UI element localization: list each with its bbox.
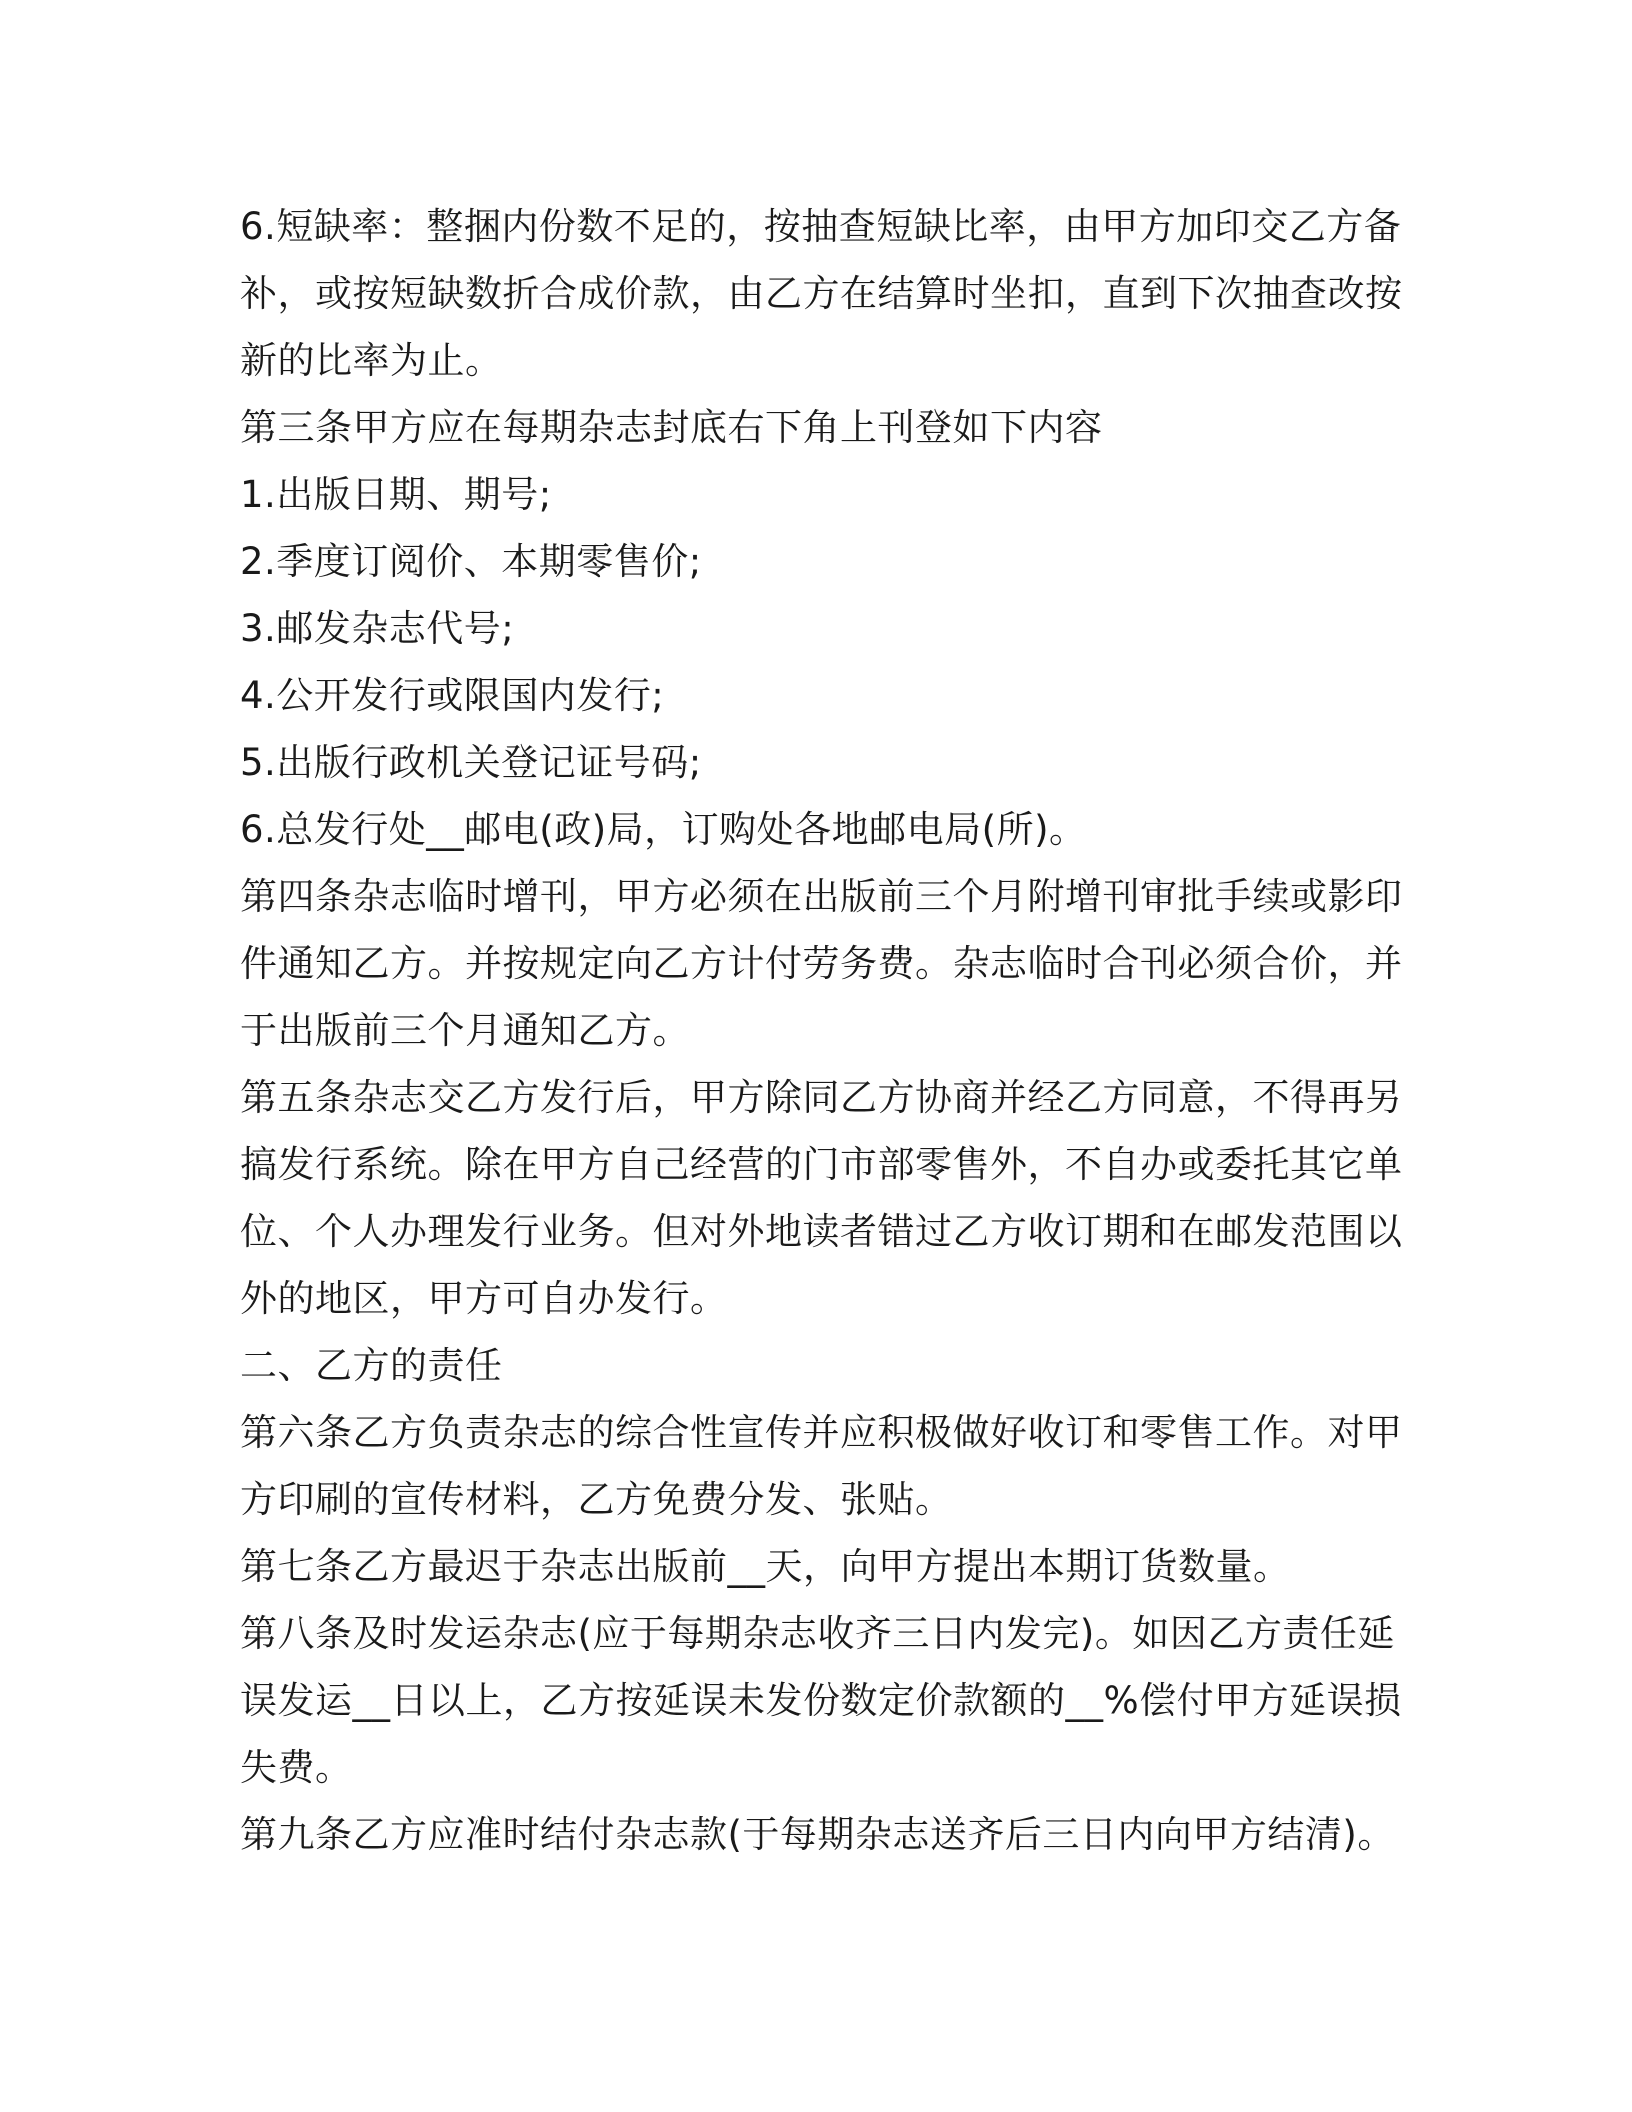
list-item: 2.季度订阅价、本期零售价; [240,540,702,583]
section-heading: 二、乙方的责任 [240,1344,503,1387]
article-9: 第九条乙方应准时结付杂志款(于每期杂志送齐后三日内向甲方结清)。 [240,1813,1395,1856]
article-7: 第七条乙方最迟于杂志出版前__天，向甲方提出本期订货数量。 [240,1545,1291,1588]
list-item: 6.总发行处__邮电(政)局，订购处各地邮电局(所)。 [240,808,1087,851]
list-item: 4.公开发行或限国内发行; [240,674,665,717]
document-page [240,193,1420,1868]
article-6: 第六条乙方负责杂志的综合性宣传并应积极做好收订和零售工作。对甲方印刷的宣传材料，乙方免费分发、张贴。 [240,1411,1403,1521]
list-item: 3.邮发杂志代号; [240,607,515,650]
list-item: 5.出版行政机关登记证号码; [240,741,702,784]
article-3-heading: 第三条甲方应在每期杂志封底右下角上刊登如下内容 [240,406,1103,449]
clause-6-shortage-rate: 6.短缺率：整捆内份数不足的，按抽查短缺比率，由甲方加印交乙方备补，或按短缺数折合成价款，由乙方在结算时坐扣，直到下次抽查改按新的比率为止。 [240,205,1403,382]
article-5: 第五条杂志交乙方发行后，甲方除同乙方协商并经乙方同意，不得再另搞发行系统。除在甲方自己经营的门市部零售外，不自办或委托其它单位、个人办理发行业务。但对外地读者错过乙方收订期和在邮发范围以外的地区，甲方可自办发行。 [240,1076,1403,1320]
article-8: 第八条及时发运杂志(应于每期杂志收齐三日内发完)。如因乙方责任延误发运__日以上，乙方按延误未发份数定价款额的__%偿付甲方延误损失费。 [240,1612,1402,1789]
article-4: 第四条杂志临时增刊，甲方必须在出版前三个月附增刊审批手续或影印件通知乙方。并按规定向乙方计付劳务费。杂志临时合刊必须合价，并于出版前三个月通知乙方。 [240,875,1403,1052]
list-item: 1.出版日期、期号; [240,473,552,516]
